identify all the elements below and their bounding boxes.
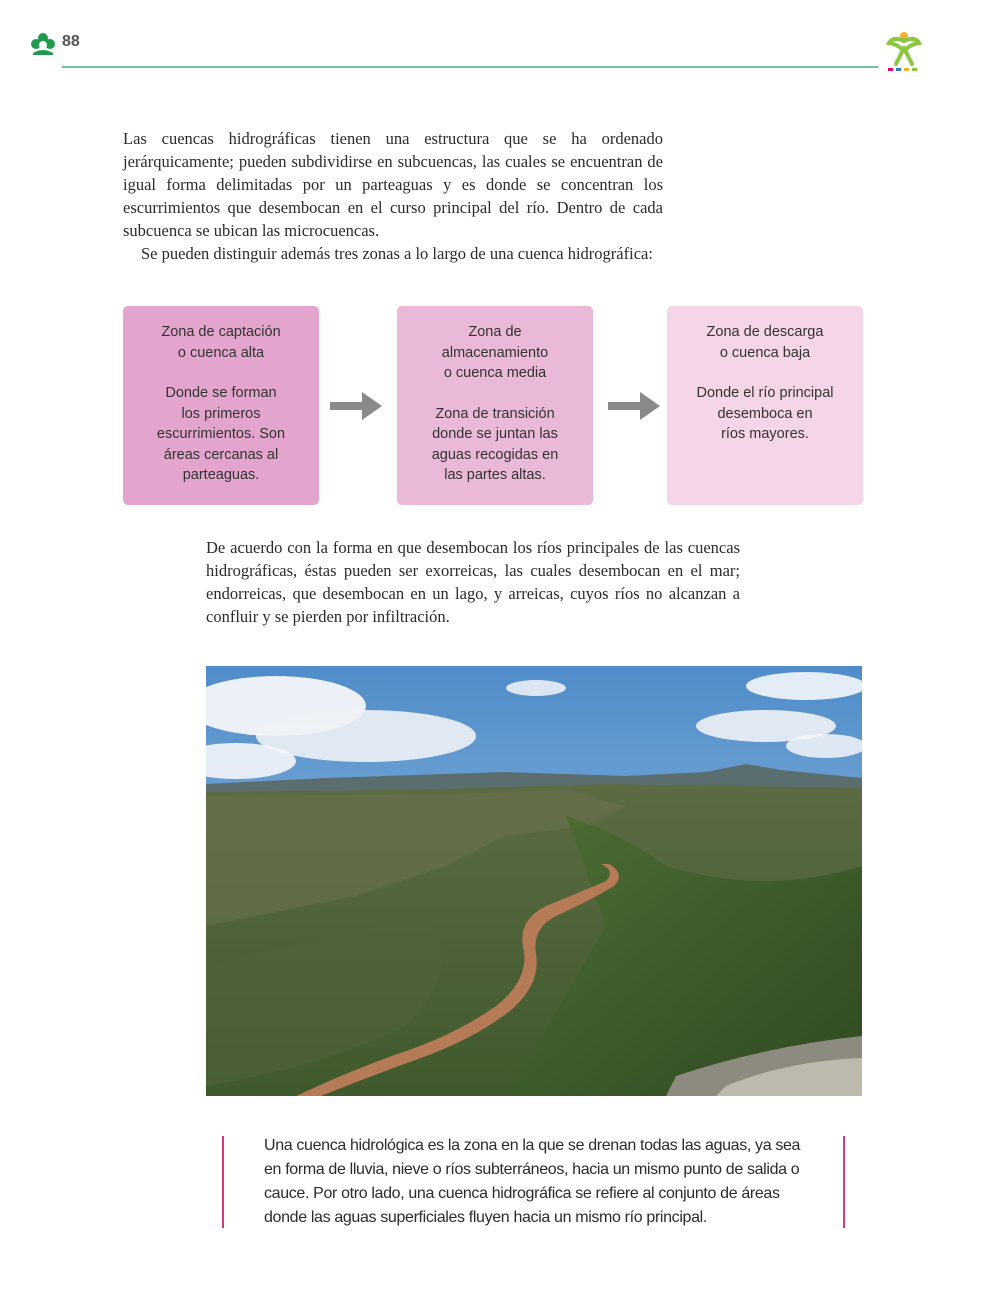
zone-description: Zona de transición donde se juntan las aguas recogidas en las partes altas. xyxy=(431,405,559,483)
zone-box-lower-basin xyxy=(667,306,863,505)
zone-title: Zona de almacenamiento o cuenca media xyxy=(441,324,549,381)
basin-types-paragraph: De acuerdo con la forma en que desembocan los ríos principales de las cuencas hidrográficas, éstas pueden ser exorreicas, las cuales desembocan en el mar; endorreicas, que desembocan en un lago, y arreicas, cuyos ríos no alcanzan a confluir y se pierden por infiltración. xyxy=(206,538,740,626)
green-flower-logo-icon xyxy=(30,32,56,56)
zone-description: Donde se forman los primeros escurrimientos. Son áreas cercanas al parteaguas. xyxy=(156,385,286,483)
right-arrow-icon xyxy=(606,390,662,422)
right-arrow-icon xyxy=(328,390,384,422)
river-valley-landscape-photo xyxy=(206,666,862,1096)
page-number: 88 xyxy=(62,33,80,50)
zone-description: Donde el río principal desemboca en ríos mayores. xyxy=(696,385,834,442)
zone-box-middle-basin xyxy=(397,306,593,505)
zones-intro-paragraph: Se pueden distinguir además tres zonas a lo largo de una cuenca hidrográfica: xyxy=(141,244,653,263)
note-right-bar xyxy=(843,1136,845,1228)
header-rule xyxy=(62,66,878,68)
intro-paragraph: Las cuencas hidrográficas tienen una estructura que se ha ordenado jerárquicamente; pueden subdividirse en subcuencas, las cuales se encuentran de igual forma delimitadas por un parteaguas y es donde se concentran los escurrimientos que desembocan en el curso principal del río. Dentro de cada subcuenca se ubican las microcuencas. xyxy=(123,129,663,240)
zone-title: Zona de descarga o cuenca baja xyxy=(706,324,824,361)
note-left-bar xyxy=(222,1136,224,1228)
zone-box-upper-basin xyxy=(123,306,319,505)
definition-note: Una cuenca hidrológica es la zona en la que se drenan todas las aguas, ya sea en forma de lluvia, nieve o ríos subterráneos, hacia un mismo punto de salida o cauce. Por otro lado, una cuenca hidrográfica se refiere al conjunto de áreas donde las aguas superficiales fluyen hacia un mismo río principal. xyxy=(264,1137,801,1226)
zone-title: Zona de captación o cuenca alta xyxy=(161,324,281,361)
green-sprout-figure-logo-icon xyxy=(884,30,924,72)
